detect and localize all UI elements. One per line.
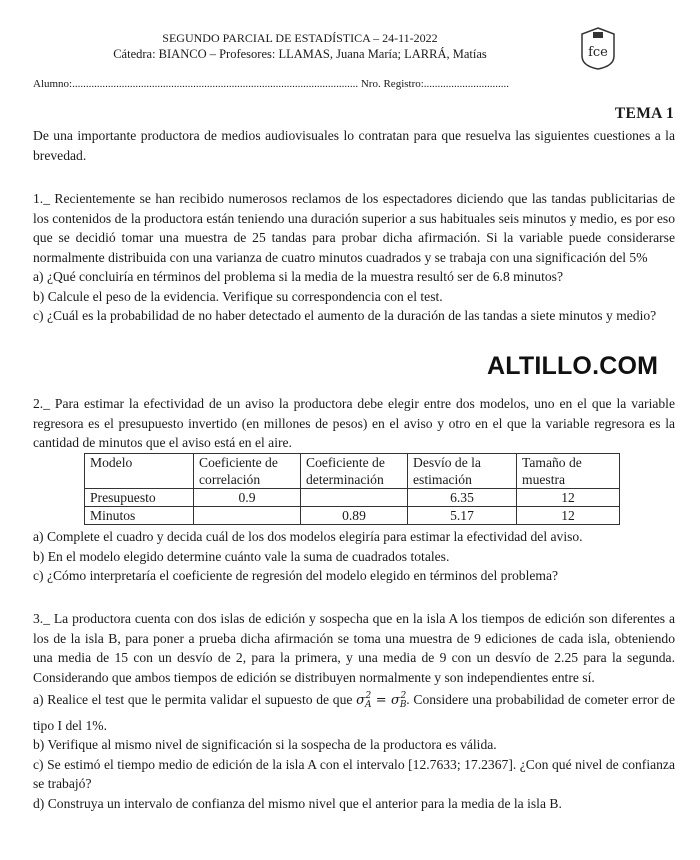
table-header-row	[85, 454, 620, 489]
table-cell: 12	[517, 507, 620, 525]
q3-text: 3._ La productora cuenta con dos islas de edición y sospecha que en la isla A los tiempos de edición son diferentes a los de la isla B, para poner a prueba dicha afirmación se toma una muestra de 9 ediciones de cada isla, obteniendo una media de 15 con un desvío de 2, para la primera, y una media de 9 con un desvío de 2.25 para la segunda. Considerando que ambos tiempos de edición se distribuyen normalmente y son independientes entre sí.	[33, 611, 675, 685]
table-row	[85, 489, 620, 507]
q1-b: b) Calcule el peso de la evidencia. Verifique su correspondencia con el test.	[33, 288, 443, 304]
table-header: Desvío de la estimación	[408, 454, 517, 489]
question-1	[33, 189, 675, 326]
q3-a-post: . Considere una probabilidad de cometer error de tipo I del 1%.	[33, 692, 675, 733]
variance-equality-formula: $\sigma_A^2 = \sigma_B^2$	[356, 691, 407, 710]
exam-header	[0, 30, 600, 62]
q3-a	[33, 687, 675, 735]
table-cell: 5.17	[408, 507, 517, 525]
course-line: Cátedra: BIANCO – Profesores: LLAMAS, Juana María; LARRÁ, Matías	[113, 47, 487, 61]
models-table	[84, 453, 620, 525]
table-header: Coeficiente de determinación	[301, 454, 408, 489]
table-header: Modelo	[85, 454, 194, 489]
q2-b: b) En el modelo elegido determine cuánto vale la suma de cuadrados totales.	[33, 548, 450, 564]
table-cell: Presupuesto	[85, 489, 194, 507]
table-cell	[194, 507, 301, 525]
table-cell	[301, 489, 408, 507]
q3-b: b) Verifique al mismo nivel de significación si la sospecha de la productora es válida.	[33, 737, 497, 752]
q3-c: c) Se estimó el tiempo medio de edición de la isla A con el intervalo [12.7633; 17.2367]. ¿Con qué nivel de confianza se trabajó?	[33, 756, 675, 791]
student-field: Alumno:........................................................................................................ Nro. Registro:...............................	[33, 78, 510, 90]
q3-a-pre: a) Realice el test que le permita validar el supuesto de que	[33, 692, 353, 707]
table-row	[85, 507, 620, 525]
watermark: ALTILLO.COM	[487, 352, 659, 380]
exam-title: SEGUNDO PARCIAL DE ESTADÍSTICA – 24-11-2022	[162, 31, 438, 45]
table-cell: 0.89	[301, 507, 408, 525]
table-cell: 6.35	[408, 489, 517, 507]
tema-title: TEMA 1	[614, 105, 674, 122]
q1-text: 1._ Recientemente se han recibido numerosos reclamos de los espectadores diciendo que las tandas publicitarias de los contenidos de la productora están teniendo una duración superior a sus habituales seis minutos y medio, es por eso que se decidió tomar una muestra de 25 tandas para probar dicha afirmación. Si la variable puede considerarse normalmente distribuida con una varianza de cuatro minutos cuadrados y se trabaja con una significación del 5%	[33, 191, 675, 265]
q2-c: c) ¿Cómo interpretaría el coeficiente de regresión del modelo elegido en términos del problema?	[33, 568, 559, 583]
table-header: Tamaño de muestra	[517, 454, 620, 489]
fce-logo-icon	[578, 26, 618, 70]
q1-a: a) ¿Qué concluiría en términos del problema si la media de la muestra resultó ser de 6.8 minutos?	[33, 269, 563, 284]
question-2-items	[33, 527, 675, 586]
table-cell: 12	[517, 489, 620, 507]
q1-c: c) ¿Cuál es la probabilidad de no haber detectado el aumento de la duración de las tandas a siete minutos y medio?	[33, 308, 657, 323]
question-2-intro	[33, 394, 675, 453]
table-header: Coeficiente de correlación	[194, 454, 301, 489]
table-cell: 0.9	[194, 489, 301, 507]
logo-text: fce	[588, 45, 608, 60]
table-cell: Minutos	[85, 507, 194, 525]
q2-a: a) Complete el cuadro y decida cuál de los dos modelos elegiría para estimar la efectividad del aviso.	[33, 529, 583, 544]
intro-paragraph	[33, 126, 675, 165]
intro-text: De una importante productora de medios audiovisuales lo contratan para que resuelva las siguientes cuestiones a la brevedad.	[33, 128, 675, 163]
q2-text: 2._ Para estimar la efectividad de un aviso la productora debe elegir entre dos modelos, uno en el que la variable regresora es el presupuesto invertido (en millones de pesos) en el aviso y otro en el que la variable regresora es la cantidad de minutos que el aviso está en el aire.	[33, 396, 675, 450]
q3-d: d) Construya un intervalo de confianza del mismo nivel que el anterior para la media de la isla B.	[33, 795, 562, 811]
question-3	[33, 609, 675, 813]
